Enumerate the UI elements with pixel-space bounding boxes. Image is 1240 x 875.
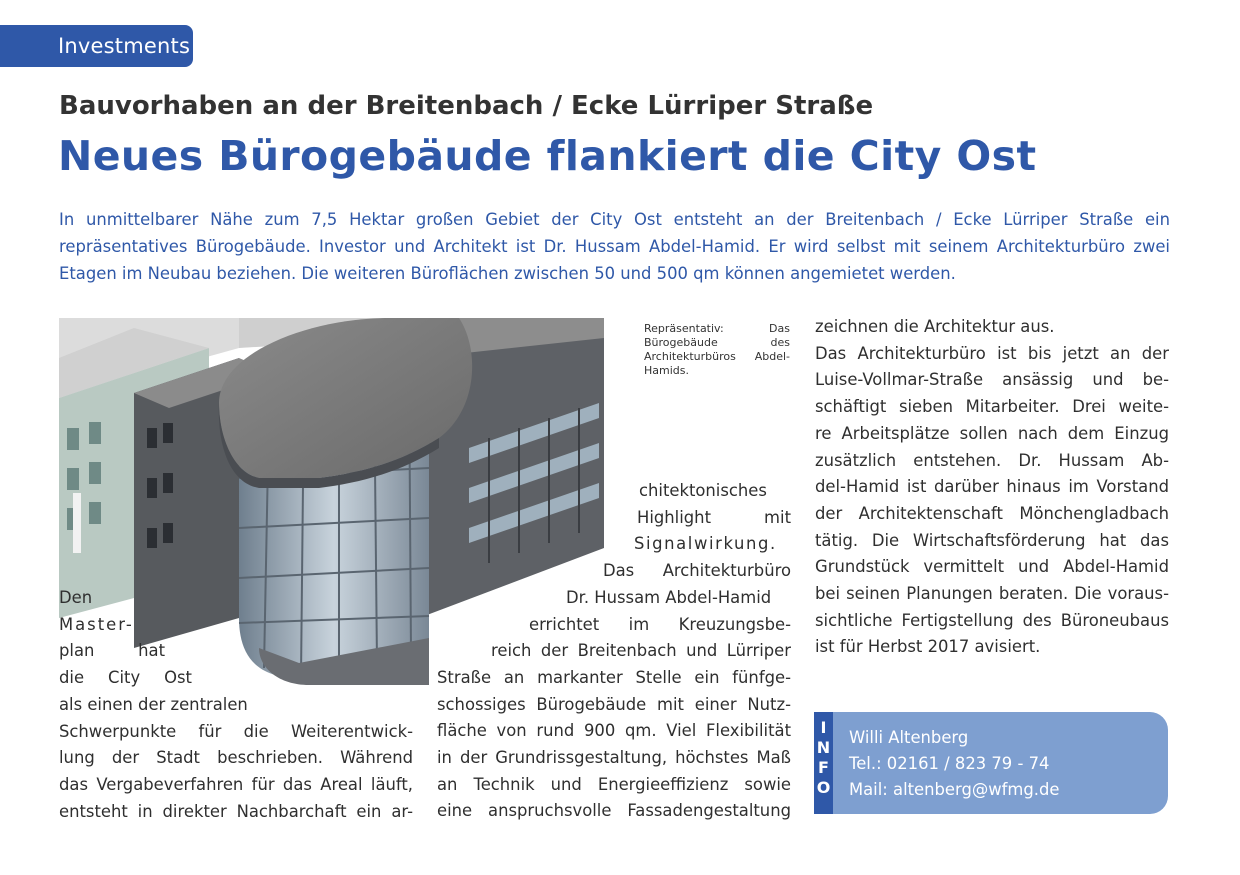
section-tag xyxy=(0,25,193,67)
info-letter: I xyxy=(820,718,827,737)
body-line: Straße an markanter Stelle ein fünfge- xyxy=(437,667,791,687)
body-line: das Vergabeverfahren für das Areal läuft, xyxy=(59,774,413,794)
body-line: ist für Herbst 2017 avisiert. xyxy=(815,637,1041,657)
body-line: Luise-Vollmar-Straße ansässig und be- xyxy=(815,370,1169,390)
body-column-3 xyxy=(815,314,1169,661)
body-line: tätig. Die Wirtschaftsförderung hat das xyxy=(815,530,1169,550)
body-line: Signalwirkung. xyxy=(634,534,777,554)
body-line: schossiges Bürogebäude mit einer Nutz- xyxy=(437,694,791,714)
body-line: Grundstück vermittelt und Abdel-Hamid xyxy=(815,557,1169,577)
body-column-2 xyxy=(437,478,791,825)
body-line: zeichnen die Architektur aus. xyxy=(815,317,1055,336)
contact-details xyxy=(849,725,1060,803)
body-line: der Architektenschaft Mönchengladbach xyxy=(815,503,1169,523)
info-box xyxy=(814,712,1168,814)
body-line: del-Hamid ist darüber hinaus im Vorstand xyxy=(815,477,1169,497)
body-line: fläche von rund 900 qm. Viel Flexibilität xyxy=(437,721,791,741)
headline: Neues Bürogebäude flankiert die City Ost xyxy=(58,132,1037,180)
contact-name: Willi Altenberg xyxy=(849,728,969,747)
body-line: reich der Breitenbach und Lürriper xyxy=(491,641,791,661)
body-line: chitektonisches xyxy=(639,481,767,500)
body-line: errichtet im Kreuzungsbe- xyxy=(529,614,791,634)
body-line: lung der Stadt beschrieben. Während xyxy=(59,748,413,768)
body-line: sichtliche Fertigstellung des Büroneubaus xyxy=(815,610,1169,630)
lead-paragraph: In unmittelbarer Nähe zum 7,5 Hektar großen Gebiet der City Ost entsteht an der Breitenbach / Ecke Lürriper Straße ein repräsentatives Bürogebäude. Investor und Architekt ist Dr. Hussam Abdel-Hamid. Er wird selbst mit seinem Architekturbüro zwei Etagen im Neubau beziehen. Die weiteren Büroflächen zwischen 50 und 500 qm können angemietet werden. xyxy=(59,210,1170,283)
body-line: eine anspruchsvolle Fassadengestaltung xyxy=(437,801,791,821)
body-line: als einen der zentralen xyxy=(59,694,248,714)
contact-email[interactable]: Mail: altenberg@wfmg.de xyxy=(849,780,1060,799)
body-line: Schwerpunkte für die Weiterentwick- xyxy=(59,721,413,741)
body-line: Den xyxy=(59,588,93,607)
body-line: in der Grundrissgestaltung, höchstes Maß xyxy=(437,748,791,768)
image-caption: Repräsentativ: Das Bürogebäude des Architekturbüros Abdel-Hamids. xyxy=(644,322,790,377)
body-line: schäftigt sieben Mitarbeiter. Drei weite- xyxy=(815,397,1169,417)
body-line: re Arbeitsplätze sollen nach dem Einzug xyxy=(815,423,1169,443)
contact-phone: Tel.: 02161 / 823 79 - 74 xyxy=(849,754,1050,773)
body-line: Das Architekturbüro ist bis jetzt an der xyxy=(815,343,1169,363)
body-line: Das Architekturbüro xyxy=(603,561,791,581)
body-line: plan hat xyxy=(59,641,165,661)
section-tag-label: Investments xyxy=(58,34,191,58)
body-line: Highlight mit xyxy=(637,507,791,527)
info-letter: F xyxy=(818,758,829,777)
body-line: zusätzlich entstehen. Dr. Hussam Ab- xyxy=(815,450,1169,470)
body-line: entsteht in direkter Nachbarchaft ein ar- xyxy=(59,801,413,821)
info-letter: O xyxy=(816,778,831,797)
body-line: die City Ost xyxy=(59,668,192,688)
body-line: Master- xyxy=(59,614,134,634)
kicker-title: Bauvorhaben an der Breitenbach / Ecke Lürriper Straße xyxy=(59,91,874,121)
body-line: Dr. Hussam Abdel-Hamid xyxy=(566,587,772,607)
body-line: bei seinen Planungen beraten. Die voraus- xyxy=(815,584,1169,604)
info-letter: N xyxy=(816,738,831,757)
body-column-1 xyxy=(59,585,413,825)
body-line: an Technik und Energieeffizienz sowie xyxy=(437,774,791,794)
info-label-strip xyxy=(814,712,833,814)
